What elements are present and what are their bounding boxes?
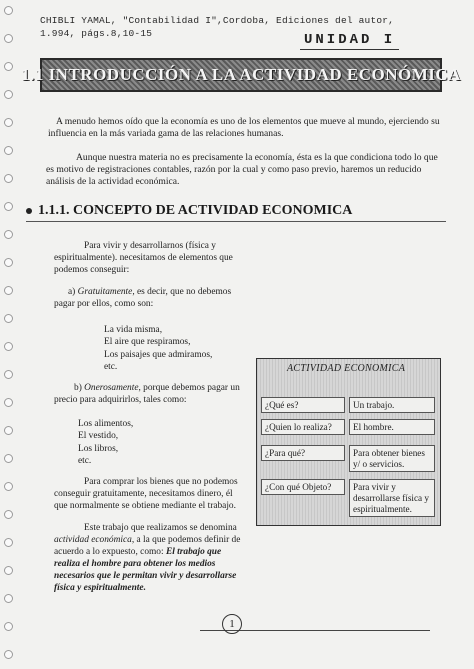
paid-goods-list [78,418,133,468]
b5-prefix: Este trabajo que realizamos se denomina [84,523,237,533]
list-item: etc. [78,456,92,467]
bullet-icon [26,208,32,214]
body-paragraph-4: Para comprar los bienes que no podemos conseguir gratuitamente, necesitamos dinero, él que normalmente se obtiene mediante el trabajo. [54,477,238,511]
b5-definition: El trabajo que realiza el hombre para obtener los medios necesarios que le permitan vivir y desarrollarse física y espiritualmente. [54,547,237,593]
b2-prefix: a) [68,287,78,297]
reference-line-1: CHIBLI YAMAL, "Contabilidad I",Cordoba, Ediciones del autor, [40,15,395,26]
reference-line-2: 1.994, págs.8,10-15 [40,28,153,39]
binding-hole [4,650,13,659]
box-question: ¿Qué es? [261,397,345,413]
box-question: ¿Para qué? [261,445,345,461]
binding-hole [4,566,13,575]
box-answer: El hombre. [349,419,435,435]
list-item: El aire que respiramos, [104,337,191,348]
binding-hole [4,118,13,127]
box-question: ¿Con qué Objeto? [261,479,345,495]
summary-box [256,358,441,526]
box-answer: Para obtener bienes y/ o servicios. [349,445,435,472]
binding-hole [4,342,13,351]
box-question: ¿Quien lo realiza? [261,419,345,435]
binding-hole [4,174,13,183]
binding-hole [4,230,13,239]
binding-hole [4,622,13,631]
b3-emphasis: Onerosamente [84,383,139,393]
free-goods-list [104,324,212,374]
binding-hole [4,398,13,407]
list-item: Los paisajes que admiramos, [104,349,213,360]
binding-hole [4,426,13,435]
binding-hole [4,62,13,71]
unit-label: UNIDAD I [300,32,399,50]
binding-hole [4,34,13,43]
list-item: Los libros, [78,443,119,454]
section-heading [26,203,446,222]
binding-hole [4,146,13,155]
b5-emphasis-1: actividad económica [54,535,132,545]
b3-prefix: b) [74,383,85,393]
body-paragraph-3 [54,382,246,406]
intro-paragraph-1: A menudo hemos oído que la economía es uno de los elementos que mueve al mundo, ejerciendo su influencia en la más variada gama de las relaciones humanas. [48,116,440,139]
body-paragraph-1: Para vivir y desarrollarnos (física y espiritualmente). necesitamos de elementos que podemos conseguir: [54,241,233,275]
list-item: etc. [104,362,118,373]
b2-emphasis: Gratuitamente [77,287,133,297]
box-answer: Un trabajo. [349,397,435,413]
b5-middle: , a la que podemos definir de acuerdo a lo expuesto, como: [54,535,241,557]
binding-hole [4,90,13,99]
b2-rest: , es decir, que no debemos pagar por ellos, como son: [54,287,232,309]
binding-hole [4,538,13,547]
b3-rest: , porque debemos pagar un precio para adquirirlos, tales como: [54,383,240,405]
spiral-binding [4,6,16,661]
binding-hole [4,594,13,603]
summary-box-title: ACTIVIDAD ECONOMICA [287,363,406,374]
body-paragraph-5 [54,522,246,594]
page-number: 1 [222,614,242,634]
title-banner [21,58,461,92]
body-paragraph-2 [54,286,246,310]
box-answer: Para vivir y desarrollarse física y espiritualmente. [349,479,435,517]
binding-hole [4,454,13,463]
binding-hole [4,370,13,379]
list-item: El vestido, [78,431,119,442]
section-heading-text: 1.1.1. CONCEPTO DE ACTIVIDAD ECONOMICA [38,203,353,218]
list-item: Los alimentos, [78,419,134,429]
binding-hole [4,6,13,15]
binding-hole [4,482,13,491]
binding-hole [4,286,13,295]
binding-hole [4,258,13,267]
banner-title: 1.1 INTRODUCCIÓN A LA ACTIVIDAD ECONÓMICA [21,65,461,84]
intro-paragraph-2: Aunque nuestra materia no es precisamente la economía, ésta es la que condiciona todo lo que es motivo de registraciones contables, razón por la cual y como paso previo, haremos un reducido análisis de la actividad económica. [46,152,438,187]
binding-hole [4,314,13,323]
binding-hole [4,202,13,211]
binding-hole [4,510,13,519]
list-item: La vida misma, [104,325,163,335]
